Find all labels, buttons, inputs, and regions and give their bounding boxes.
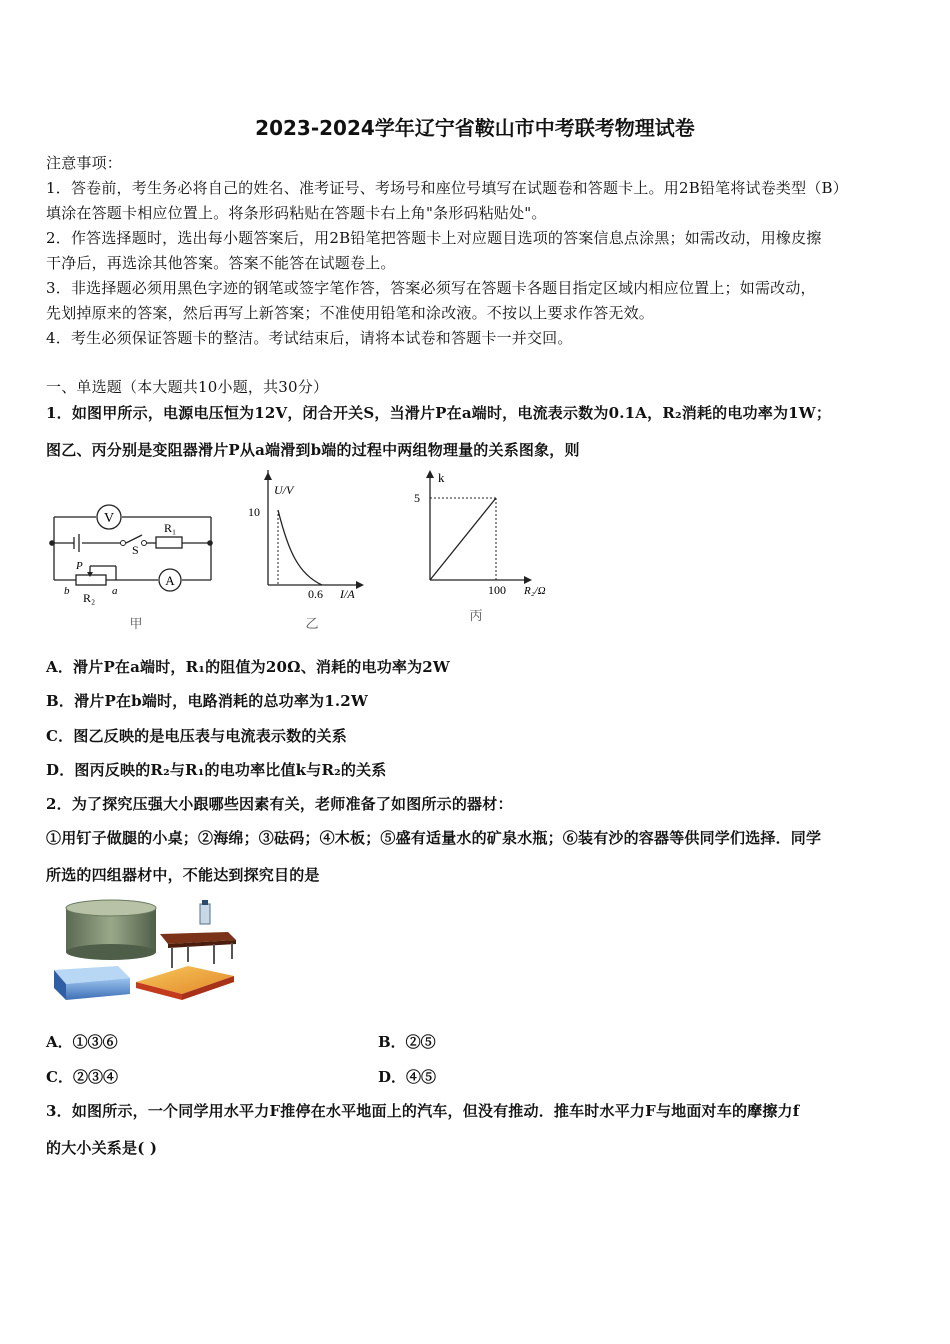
circuit-diagram-jia xyxy=(46,498,221,638)
small-table-icon xyxy=(160,932,236,968)
slider-label: P xyxy=(76,560,83,572)
q1-option-a: A．滑片P在a端时，R₁的阻值为20Ω、消耗的电功率为2W xyxy=(46,658,450,676)
k-r2-graph-bing xyxy=(406,468,566,628)
q2-option-d: D．④⑤ xyxy=(378,1068,437,1086)
q1-option-b: B．滑片P在b端时，电路消耗的总功率为1.2W xyxy=(46,692,368,710)
q3-stem-line1: 3．如图所示，一个同学用水平力F推停在水平地面上的汽车，但没有推动．推车时水平力F与地面对车的摩擦力f xyxy=(46,1102,800,1120)
page-title: 2023-2024学年辽宁省鞍山市中考联考物理试卷 xyxy=(255,116,695,140)
sand-container-icon xyxy=(66,900,156,960)
y-axis-label: k xyxy=(438,470,445,485)
q1-stem-line2: 图乙、丙分别是变阻器滑片P从a端滑到b端的过程中两组物理量的关系图象，则 xyxy=(46,441,580,459)
y-axis-label: U/V xyxy=(274,483,294,497)
ammeter-label: A xyxy=(165,573,175,588)
ui-graph-yi xyxy=(240,470,370,632)
y-tick: 10 xyxy=(248,505,260,519)
x-tick: 100 xyxy=(488,583,506,597)
figure-caption-jia: 甲 xyxy=(129,616,143,631)
q2-option-a: A．①③⑥ xyxy=(46,1033,118,1051)
notice-heading: 注意事项： xyxy=(46,154,123,172)
notice-line: 1．答卷前，考生务必将自己的姓名、准考证号、考场号和座位号填写在试题卷和答题卡上。用2B铅笔将试卷类型（B） xyxy=(46,179,848,197)
x-axis-label: I/A xyxy=(340,587,355,601)
figure-caption-yi: 乙 xyxy=(305,616,319,631)
notice-line: 先划掉原来的答案，然后再写上新答案；不准使用铅笔和涂改液。不按以上要求作答无效。 xyxy=(46,304,655,322)
figure-caption-bing: 丙 xyxy=(469,608,483,623)
q2-stem-line2: ①用钉子做腿的小桌；②海绵；③砝码；④木板；⑤盛有适量水的矿泉水瓶；⑥装有沙的容器等供同学们选择．同学 xyxy=(46,829,822,847)
end-a-label: a xyxy=(112,585,118,597)
end-b-label: b xyxy=(64,585,70,597)
q1-option-d: D．图丙反映的R₂与R₁的电功率比值k与R₂的关系 xyxy=(46,761,387,779)
r1-label: R₁ xyxy=(164,521,177,535)
notice-line: 3．非选择题必须用黑色字迹的钢笔或签字笔作答，答案必须写在答题卡各题目指定区域内相应位置上；如需改动， xyxy=(46,279,816,297)
y-tick: 5 xyxy=(414,491,420,505)
bottle-icon xyxy=(200,900,210,924)
apparatus-image xyxy=(48,896,238,1008)
sponge-icon xyxy=(54,966,130,1000)
x-axis-label: R₂/Ω xyxy=(524,585,546,597)
q3-stem-line2: 的大小关系是( ) xyxy=(46,1139,158,1157)
q2-option-c: C．②③④ xyxy=(46,1068,118,1086)
notice-line: 2．作答选择题时，选出每小题答案后，用2B铅笔把答题卡上对应题目选项的答案信息点涂黑；如需改动，用橡皮擦 xyxy=(46,229,822,247)
notice-line: 4．考生必须保证答题卡的整洁。考试结束后，请将本试卷和答题卡一并交回。 xyxy=(46,329,573,347)
wooden-board-icon xyxy=(136,966,234,1000)
q2-stem-line3: 所选的四组器材中，不能达到探究目的是 xyxy=(46,866,320,884)
r2-label: R₂ xyxy=(83,591,96,605)
q2-option-b: B．②⑤ xyxy=(378,1033,436,1051)
notice-line: 填涂在答题卡相应位置上。将条形码粘贴在答题卡右上角"条形码粘贴处"。 xyxy=(46,204,547,222)
notice-line: 干净后，再选涂其他答案。答案不能答在试题卷上。 xyxy=(46,254,396,272)
voltmeter-label: V xyxy=(103,511,115,526)
q2-stem-line1: 2．为了探究压强大小跟哪些因素有关，老师准备了如图所示的器材： xyxy=(46,795,513,813)
q1-stem-line1: 1．如图甲所示，电源电压恒为12V，闭合开关S，当滑片P在a端时，电流表示数为0.1A，R₂消耗的电功率为1W； xyxy=(46,404,832,422)
section-heading: 一、单选题（本大题共10小题，共30分） xyxy=(46,378,329,396)
q1-option-c: C．图乙反映的是电压表与电流表示数的关系 xyxy=(46,727,347,745)
x-tick: 0.6 xyxy=(308,587,323,601)
switch-label: S xyxy=(132,543,139,557)
